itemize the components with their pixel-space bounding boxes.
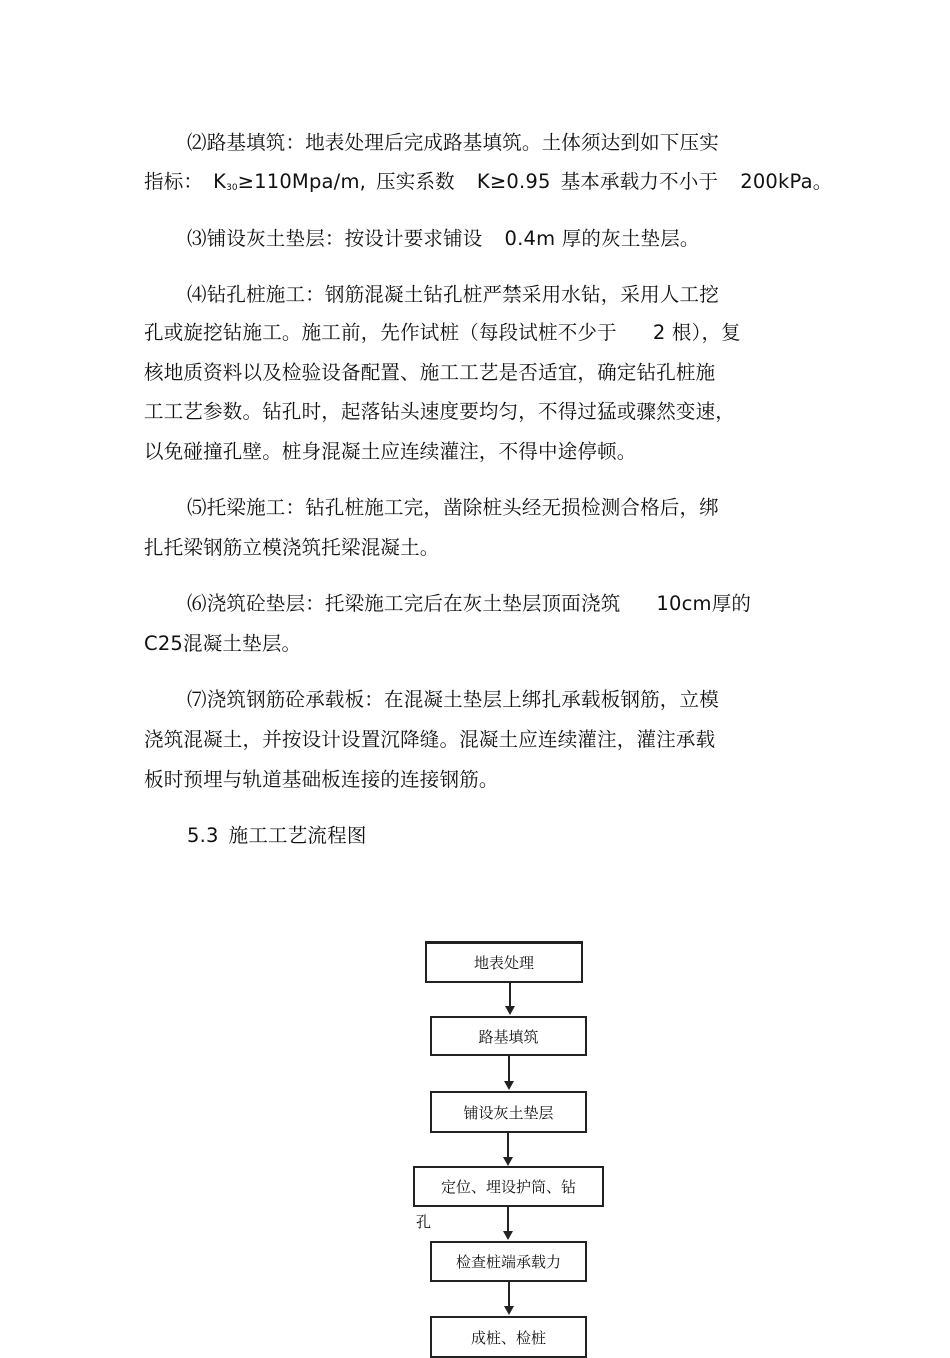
- section-heading: [187, 823, 367, 849]
- section-title: 施工工艺流程图: [228, 824, 367, 847]
- flow-step-4-label: 定位、埋设护筒、钻: [440, 1178, 576, 1196]
- para-7-line-3: [144, 767, 499, 793]
- flow-arrow-1: [505, 1006, 515, 1015]
- para-4-test-pile-count: 2 根），复: [652, 321, 741, 344]
- para-2-compaction-label: 压实系数: [376, 170, 455, 193]
- para-6-line-1: [187, 591, 751, 617]
- para-4-text-5: 以免碰撞孔壁。桩身混凝土应连续灌注，不得中途停顿。: [144, 440, 637, 463]
- flow-step-5: [430, 1241, 587, 1282]
- flow-step-5-label: 检查桩端承载力: [455, 1253, 561, 1271]
- flow-step-2-label: 路基填筑: [478, 1027, 539, 1046]
- para-4-text-2: 孔或旋挖钻施工。施工前，先作试桩（每段试桩不少于: [144, 321, 617, 344]
- para-5-line-1: [187, 495, 719, 521]
- para-2-line-1: [187, 130, 719, 156]
- para-6-text-2: C25混凝土垫层。: [144, 632, 302, 655]
- para-2-line-2: [144, 169, 832, 201]
- para-4-text-1: ⑷钻孔桩施工：钢筋混凝土钻孔桩严禁采用水钻，采用人工挖: [187, 283, 719, 306]
- flow-step-3: [430, 1091, 587, 1133]
- para-4-text-4: 工工艺参数。钻孔时，起落钻头速度要均匀，不得过猛或骤然变速，: [144, 400, 736, 423]
- flow-step-6-label: 成桩、检桩: [470, 1329, 546, 1347]
- para-2-k30-subscript: 30: [226, 183, 238, 193]
- para-2-bearing-label: 基本承载力不小于: [560, 170, 719, 193]
- flow-step-4: [413, 1166, 604, 1207]
- para-7-text-3: 板时预埋与轨道基础板连接的连接钢筋。: [144, 768, 499, 791]
- flow-arrow-2: [504, 1081, 514, 1090]
- flow-connector-1: [509, 983, 511, 1007]
- flow-connector-5: [508, 1282, 510, 1307]
- para-2-compaction-value: K≥0.95: [476, 170, 551, 193]
- para-3-text: ⑶铺设灰土垫层：按设计要求铺设: [187, 227, 483, 250]
- flow-arrow-3: [503, 1157, 513, 1166]
- para-7-line-2: [144, 727, 715, 753]
- flow-step-1: [425, 941, 583, 983]
- flow-step-1-label: 地表处理: [473, 954, 534, 972]
- para-7-line-1: [187, 687, 719, 713]
- para-4-line-3: [144, 360, 715, 386]
- para-4-text-3: 核地质资料以及检验设备配置、施工工艺是否适宜，确定钻孔桩施: [144, 361, 716, 384]
- para-2-bearing-value: 200kPa。: [740, 170, 833, 193]
- para-6-line-2: [144, 631, 301, 657]
- para-4-line-4: [144, 399, 735, 425]
- flow-connector-3: [507, 1133, 509, 1158]
- flow-connector-2: [508, 1056, 510, 1082]
- para-5-text-1: ⑸托梁施工：钻孔桩施工完，凿除桩头经无损检测合格后，绑: [187, 496, 719, 519]
- para-2-text-1: ⑵路基填筑：地表处理后完成路基填筑。土体须达到如下压实: [187, 131, 719, 154]
- para-4-line-2: [144, 320, 741, 346]
- para-4-line-1: [187, 282, 719, 308]
- flow-step-3-label: 铺设灰土垫层: [463, 1103, 554, 1122]
- para-7-text-1: ⑺浇筑钢筋砼承载板：在混凝土垫层上绑扎承载板钢筋，立模: [187, 688, 719, 711]
- para-6-text-1: ⑹浇筑砼垫层：托梁施工完后在灰土垫层顶面浇筑: [187, 592, 621, 615]
- para-4-line-5: [144, 439, 637, 465]
- flow-arrow-4: [503, 1231, 513, 1240]
- para-5-text-2: 扎托梁钢筋立模浇筑托梁混凝土。: [144, 536, 440, 559]
- flow-step-6: [430, 1316, 587, 1358]
- flow-step-2: [430, 1016, 587, 1056]
- para-7-text-2: 浇筑混凝土，并按设计设置沉降缝。混凝土应连续灌注，灌注承载: [144, 728, 716, 751]
- flow-arrow-5: [504, 1306, 514, 1315]
- para-2-k30-symbol: K: [213, 170, 227, 193]
- section-number: 5.3: [187, 824, 219, 847]
- para-2-k30-value: ≥110Mpa/m,: [237, 170, 367, 193]
- flow-step-4-overflow: 孔: [416, 1213, 432, 1231]
- para-3-thickness: 0.4m 厚的灰土垫层。: [504, 227, 700, 250]
- para-5-line-2: [144, 535, 440, 561]
- flow-connector-4: [507, 1207, 509, 1232]
- para-2-indicator-label: 指标：: [144, 170, 204, 193]
- para-3-line-1: [187, 226, 700, 252]
- para-6-thickness: 10cm厚的: [656, 592, 752, 615]
